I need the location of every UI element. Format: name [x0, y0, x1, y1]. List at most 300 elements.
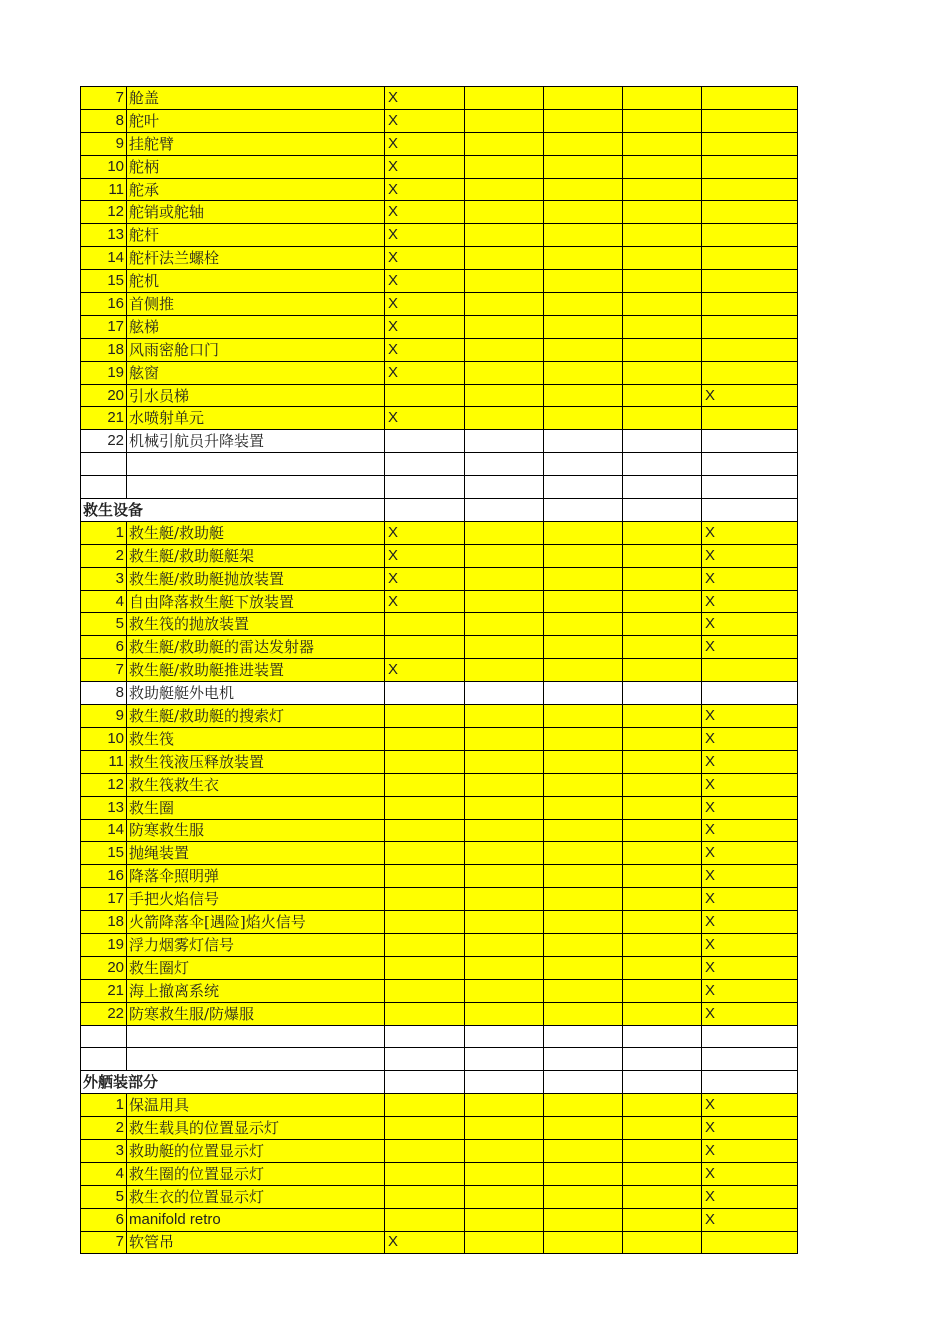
empty-cell [623, 453, 702, 476]
empty-cell [385, 1025, 465, 1048]
table-row [81, 178, 798, 201]
item-number: 13 [81, 224, 127, 247]
table-row [81, 1208, 798, 1231]
mark-col-4 [623, 613, 702, 636]
mark-col-4 [623, 979, 702, 1002]
mark-col-4 [623, 224, 702, 247]
mark-col-1 [385, 911, 465, 934]
mark-col-4 [623, 1208, 702, 1231]
mark-col-2 [465, 842, 544, 865]
mark-col-3 [544, 293, 623, 316]
item-name: 水喷射单元 [127, 407, 385, 430]
mark-col-5: X [702, 979, 798, 1002]
mark-col-5 [702, 338, 798, 361]
item-name: 舷窗 [127, 361, 385, 384]
mark-col-4 [623, 636, 702, 659]
mark-col-5: X [702, 1117, 798, 1140]
mark-col-2 [465, 1185, 544, 1208]
mark-col-5 [702, 293, 798, 316]
mark-col-3 [544, 407, 623, 430]
mark-col-2 [465, 430, 544, 453]
blank-row [81, 453, 798, 476]
mark-col-2 [465, 87, 544, 110]
empty-cell [81, 476, 127, 499]
empty-cell [465, 499, 544, 522]
mark-col-2 [465, 270, 544, 293]
mark-col-4 [623, 659, 702, 682]
item-name: 海上撤离系统 [127, 979, 385, 1002]
table-row [81, 865, 798, 888]
item-name: 救生筏 [127, 727, 385, 750]
mark-col-2 [465, 613, 544, 636]
item-number: 11 [81, 750, 127, 773]
mark-col-5 [702, 1231, 798, 1254]
mark-col-1: X [385, 109, 465, 132]
mark-col-5 [702, 247, 798, 270]
item-number: 15 [81, 842, 127, 865]
mark-col-4 [623, 293, 702, 316]
item-number: 7 [81, 659, 127, 682]
empty-cell [544, 476, 623, 499]
mark-col-2 [465, 1139, 544, 1162]
mark-col-2 [465, 773, 544, 796]
mark-col-3 [544, 109, 623, 132]
table-row [81, 430, 798, 453]
mark-col-2 [465, 956, 544, 979]
table-row [81, 956, 798, 979]
item-name: 舵承 [127, 178, 385, 201]
mark-col-3 [544, 315, 623, 338]
mark-col-3 [544, 613, 623, 636]
item-number: 7 [81, 87, 127, 110]
blank-row [81, 476, 798, 499]
mark-col-4 [623, 315, 702, 338]
mark-col-4 [623, 933, 702, 956]
mark-col-5: X [702, 773, 798, 796]
table-row [81, 796, 798, 819]
item-number: 19 [81, 933, 127, 956]
mark-col-3 [544, 361, 623, 384]
mark-col-5: X [702, 819, 798, 842]
mark-col-5: X [702, 911, 798, 934]
mark-col-1 [385, 1139, 465, 1162]
mark-col-4 [623, 705, 702, 728]
item-name: manifold retro [127, 1208, 385, 1231]
mark-col-5: X [702, 705, 798, 728]
table-row [81, 109, 798, 132]
table-row [81, 247, 798, 270]
mark-col-4 [623, 911, 702, 934]
mark-col-2 [465, 201, 544, 224]
section-header-row [81, 499, 798, 522]
mark-col-5 [702, 407, 798, 430]
empty-cell [544, 1025, 623, 1048]
mark-col-5: X [702, 796, 798, 819]
item-name: 火箭降落伞[遇险]焰火信号 [127, 911, 385, 934]
mark-col-5 [702, 315, 798, 338]
mark-col-2 [465, 407, 544, 430]
table-row [81, 315, 798, 338]
mark-col-5 [702, 132, 798, 155]
mark-col-4 [623, 407, 702, 430]
item-name: 自由降落救生艇下放装置 [127, 590, 385, 613]
table-row [81, 888, 798, 911]
mark-col-3 [544, 247, 623, 270]
mark-col-4 [623, 201, 702, 224]
mark-col-3 [544, 796, 623, 819]
mark-col-4 [623, 155, 702, 178]
empty-cell [81, 1048, 127, 1071]
item-name: 救生圈灯 [127, 956, 385, 979]
empty-cell [702, 1048, 798, 1071]
item-number: 21 [81, 979, 127, 1002]
table-row [81, 1094, 798, 1117]
mark-col-1 [385, 888, 465, 911]
mark-col-4 [623, 750, 702, 773]
mark-col-4 [623, 773, 702, 796]
mark-col-2 [465, 1162, 544, 1185]
table-row [81, 750, 798, 773]
table-row [81, 1231, 798, 1254]
mark-col-1: X [385, 544, 465, 567]
item-number: 12 [81, 773, 127, 796]
empty-cell [702, 453, 798, 476]
mark-col-1 [385, 842, 465, 865]
mark-col-2 [465, 911, 544, 934]
empty-cell [623, 1025, 702, 1048]
item-name: 舵销或舵轴 [127, 201, 385, 224]
table-row [81, 87, 798, 110]
mark-col-5: X [702, 1208, 798, 1231]
item-name: 舵柄 [127, 155, 385, 178]
item-name: 救生筏救生衣 [127, 773, 385, 796]
mark-col-2 [465, 750, 544, 773]
item-name: 挂舵臂 [127, 132, 385, 155]
item-number: 5 [81, 1185, 127, 1208]
empty-cell [623, 1048, 702, 1071]
mark-col-1: X [385, 270, 465, 293]
mark-col-1 [385, 1002, 465, 1025]
table-row [81, 361, 798, 384]
mark-col-1 [385, 773, 465, 796]
mark-col-5 [702, 659, 798, 682]
mark-col-1 [385, 865, 465, 888]
item-name: 舷梯 [127, 315, 385, 338]
item-name: 救生筏液压释放装置 [127, 750, 385, 773]
mark-col-3 [544, 201, 623, 224]
mark-col-3 [544, 87, 623, 110]
table-row [81, 293, 798, 316]
item-name: 救生艇/救助艇艇架 [127, 544, 385, 567]
mark-col-1: X [385, 590, 465, 613]
mark-col-4 [623, 567, 702, 590]
mark-col-2 [465, 544, 544, 567]
table-row [81, 1162, 798, 1185]
item-name: 引水员梯 [127, 384, 385, 407]
item-number: 2 [81, 1117, 127, 1140]
empty-cell [127, 1025, 385, 1048]
mark-col-4 [623, 430, 702, 453]
mark-col-1: X [385, 132, 465, 155]
mark-col-2 [465, 178, 544, 201]
mark-col-5: X [702, 956, 798, 979]
table-row [81, 590, 798, 613]
mark-col-2 [465, 682, 544, 705]
empty-cell [544, 1048, 623, 1071]
mark-col-2 [465, 1002, 544, 1025]
item-number: 22 [81, 1002, 127, 1025]
item-number: 9 [81, 705, 127, 728]
table-row [81, 1139, 798, 1162]
item-name: 手把火焰信号 [127, 888, 385, 911]
item-name: 浮力烟雾灯信号 [127, 933, 385, 956]
table-row [81, 270, 798, 293]
mark-col-3 [544, 773, 623, 796]
table-row [81, 933, 798, 956]
item-name: 救生载具的位置显示灯 [127, 1117, 385, 1140]
mark-col-2 [465, 109, 544, 132]
item-number: 6 [81, 1208, 127, 1231]
mark-col-4 [623, 87, 702, 110]
mark-col-5 [702, 682, 798, 705]
mark-col-4 [623, 1185, 702, 1208]
mark-col-1 [385, 384, 465, 407]
mark-col-1: X [385, 361, 465, 384]
table-row [81, 819, 798, 842]
mark-col-1: X [385, 521, 465, 544]
item-number: 1 [81, 1094, 127, 1117]
mark-col-1 [385, 796, 465, 819]
item-name: 舱盖 [127, 87, 385, 110]
empty-cell [465, 1071, 544, 1094]
empty-cell [127, 476, 385, 499]
table-row [81, 705, 798, 728]
section-title: 外舾装部分 [81, 1071, 385, 1094]
mark-col-5: X [702, 590, 798, 613]
mark-col-4 [623, 247, 702, 270]
empty-cell [544, 1071, 623, 1094]
mark-col-1: X [385, 407, 465, 430]
mark-col-1 [385, 956, 465, 979]
item-name: 救生艇/救助艇的搜索灯 [127, 705, 385, 728]
mark-col-5: X [702, 1139, 798, 1162]
blank-row [81, 1025, 798, 1048]
item-number: 8 [81, 682, 127, 705]
table-row [81, 682, 798, 705]
mark-col-3 [544, 956, 623, 979]
empty-cell [465, 453, 544, 476]
item-number: 17 [81, 888, 127, 911]
item-number: 12 [81, 201, 127, 224]
mark-col-4 [623, 727, 702, 750]
mark-col-3 [544, 727, 623, 750]
item-name: 舵叶 [127, 109, 385, 132]
mark-col-4 [623, 842, 702, 865]
mark-col-2 [465, 338, 544, 361]
item-name: 软管吊 [127, 1231, 385, 1254]
item-name: 保温用具 [127, 1094, 385, 1117]
item-number: 17 [81, 315, 127, 338]
item-number: 4 [81, 1162, 127, 1185]
item-number: 8 [81, 109, 127, 132]
mark-col-5: X [702, 544, 798, 567]
empty-cell [127, 1048, 385, 1071]
mark-col-5: X [702, 567, 798, 590]
item-name: 防寒救生服 [127, 819, 385, 842]
mark-col-3 [544, 682, 623, 705]
mark-col-2 [465, 1117, 544, 1140]
mark-col-3 [544, 270, 623, 293]
mark-col-1: X [385, 178, 465, 201]
mark-col-5: X [702, 933, 798, 956]
item-number: 5 [81, 613, 127, 636]
mark-col-2 [465, 293, 544, 316]
item-number: 10 [81, 727, 127, 750]
mark-col-1 [385, 979, 465, 1002]
mark-col-5 [702, 178, 798, 201]
mark-col-5 [702, 201, 798, 224]
mark-col-3 [544, 933, 623, 956]
empty-cell [81, 453, 127, 476]
item-number: 19 [81, 361, 127, 384]
item-name: 舵杆法兰螺栓 [127, 247, 385, 270]
item-number: 3 [81, 1139, 127, 1162]
mark-col-1: X [385, 315, 465, 338]
empty-cell [623, 1071, 702, 1094]
mark-col-1 [385, 819, 465, 842]
mark-col-5: X [702, 1185, 798, 1208]
mark-col-1 [385, 613, 465, 636]
mark-col-3 [544, 659, 623, 682]
mark-col-2 [465, 933, 544, 956]
mark-col-1 [385, 750, 465, 773]
mark-col-2 [465, 819, 544, 842]
mark-col-3 [544, 590, 623, 613]
empty-cell [385, 1071, 465, 1094]
mark-col-4 [623, 1117, 702, 1140]
mark-col-4 [623, 682, 702, 705]
item-number: 9 [81, 132, 127, 155]
mark-col-5: X [702, 1094, 798, 1117]
mark-col-2 [465, 659, 544, 682]
mark-col-1 [385, 1094, 465, 1117]
mark-col-2 [465, 521, 544, 544]
mark-col-3 [544, 888, 623, 911]
item-number: 16 [81, 293, 127, 316]
empty-cell [544, 453, 623, 476]
item-name: 抛绳装置 [127, 842, 385, 865]
mark-col-1 [385, 1208, 465, 1231]
mark-col-5: X [702, 1002, 798, 1025]
empty-cell [385, 476, 465, 499]
item-number: 14 [81, 819, 127, 842]
mark-col-1 [385, 705, 465, 728]
mark-col-1: X [385, 247, 465, 270]
mark-col-3 [544, 1094, 623, 1117]
table-row [81, 224, 798, 247]
mark-col-2 [465, 1094, 544, 1117]
mark-col-4 [623, 544, 702, 567]
mark-col-5: X [702, 842, 798, 865]
mark-col-3 [544, 155, 623, 178]
mark-col-1: X [385, 659, 465, 682]
table-row [81, 842, 798, 865]
empty-cell [623, 476, 702, 499]
table-row [81, 636, 798, 659]
mark-col-1 [385, 1185, 465, 1208]
item-name: 舵杆 [127, 224, 385, 247]
mark-col-5: X [702, 384, 798, 407]
empty-cell [81, 1025, 127, 1048]
mark-col-2 [465, 361, 544, 384]
blank-row [81, 1048, 798, 1071]
mark-col-4 [623, 1231, 702, 1254]
item-number: 15 [81, 270, 127, 293]
mark-col-2 [465, 888, 544, 911]
empty-cell [385, 499, 465, 522]
mark-col-1 [385, 933, 465, 956]
table-row [81, 1002, 798, 1025]
mark-col-4 [623, 1002, 702, 1025]
mark-col-3 [544, 224, 623, 247]
empty-cell [465, 476, 544, 499]
mark-col-5: X [702, 750, 798, 773]
mark-col-5 [702, 109, 798, 132]
mark-col-5: X [702, 1162, 798, 1185]
mark-col-2 [465, 590, 544, 613]
mark-col-1: X [385, 201, 465, 224]
item-name: 风雨密舱口门 [127, 338, 385, 361]
mark-col-3 [544, 911, 623, 934]
mark-col-5: X [702, 865, 798, 888]
mark-col-3 [544, 1162, 623, 1185]
mark-col-2 [465, 727, 544, 750]
item-name: 救生圈的位置显示灯 [127, 1162, 385, 1185]
mark-col-2 [465, 865, 544, 888]
item-number: 20 [81, 956, 127, 979]
empty-cell [702, 499, 798, 522]
mark-col-5: X [702, 727, 798, 750]
mark-col-2 [465, 247, 544, 270]
mark-col-5 [702, 224, 798, 247]
mark-col-2 [465, 315, 544, 338]
mark-col-5 [702, 361, 798, 384]
item-name: 救生圈 [127, 796, 385, 819]
item-name: 舵机 [127, 270, 385, 293]
table-row [81, 544, 798, 567]
mark-col-2 [465, 705, 544, 728]
table-row [81, 567, 798, 590]
table-row [81, 979, 798, 1002]
table-row [81, 613, 798, 636]
item-name: 防寒救生服/防爆服 [127, 1002, 385, 1025]
empty-cell [623, 499, 702, 522]
mark-col-5 [702, 87, 798, 110]
empty-cell [465, 1025, 544, 1048]
item-number: 22 [81, 430, 127, 453]
mark-col-3 [544, 1208, 623, 1231]
mark-col-3 [544, 979, 623, 1002]
item-number: 7 [81, 1231, 127, 1254]
mark-col-4 [623, 109, 702, 132]
mark-col-3 [544, 1139, 623, 1162]
mark-col-3 [544, 636, 623, 659]
table-row [81, 407, 798, 430]
empty-cell [385, 453, 465, 476]
mark-col-4 [623, 178, 702, 201]
item-number: 3 [81, 567, 127, 590]
mark-col-3 [544, 1185, 623, 1208]
